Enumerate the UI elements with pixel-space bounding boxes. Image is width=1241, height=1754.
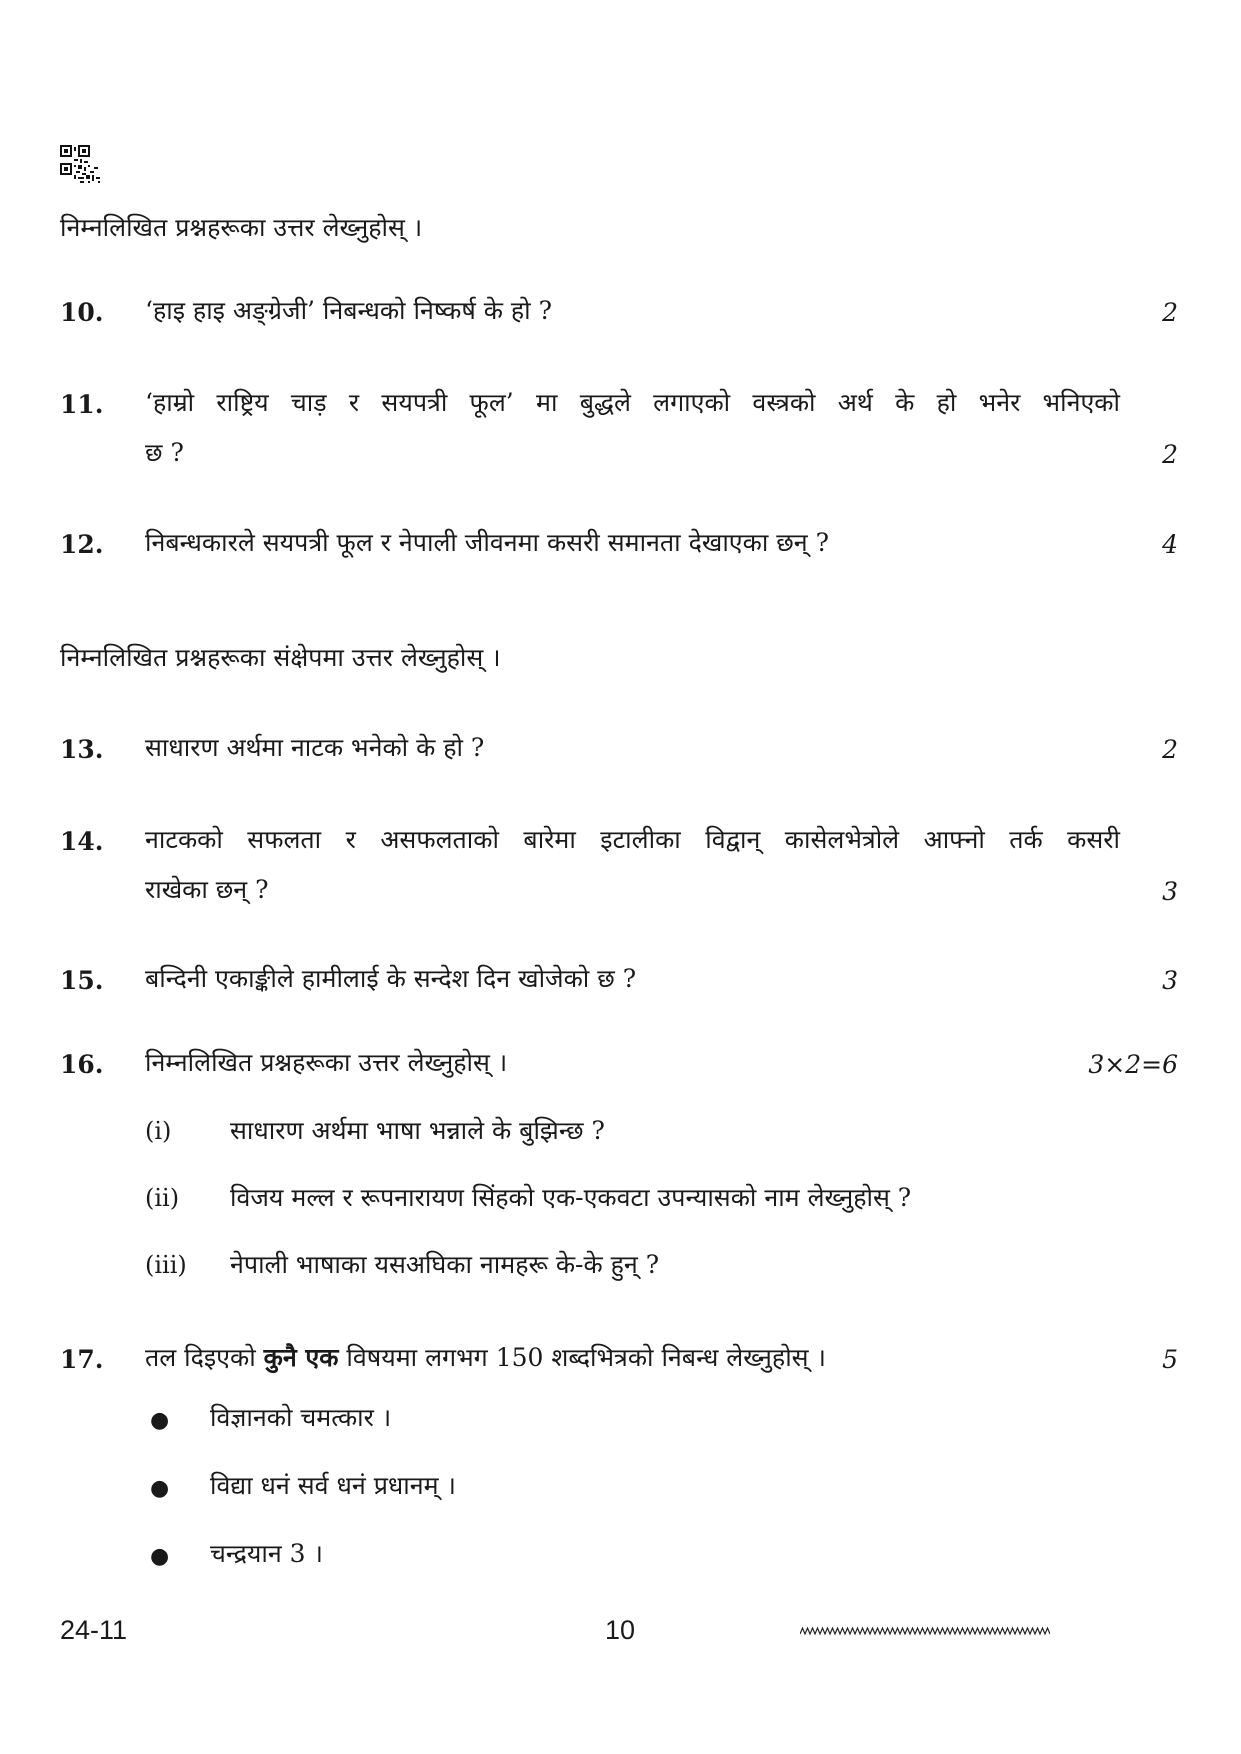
question-marks: 2 [1162, 298, 1178, 327]
question-marks: 5 [1162, 1345, 1178, 1374]
essay-topic: विद्या धनं सर्व धनं प्रधानम् । [210, 1471, 457, 1500]
page-number: 10 [605, 1615, 636, 1645]
question-text-line: नाटकको सफलता र असफलताको बारेमा इटालीका विद्वान् कासेलभेत्रोले आफ्नो तर्क कसरी [145, 825, 1120, 854]
subquestion-label: (iii) [145, 1251, 187, 1279]
subquestion-label: (ii) [145, 1184, 180, 1212]
question-number: 12. [60, 530, 104, 559]
question-number: 13. [60, 735, 104, 764]
question-marks: 4 [1162, 530, 1178, 559]
essay-topic: चन्द्रयान 3 । [210, 1539, 323, 1568]
question-marks: 2 [1162, 735, 1178, 764]
question-text-line: राखेका छन् ? [145, 875, 269, 904]
question-marks: 3 [1162, 877, 1178, 906]
essay-topic: विज्ञानको चमत्कार । [210, 1403, 392, 1432]
subquestion-text: नेपाली भाषाका यसअघिका नामहरू के-के हुन् ? [230, 1250, 660, 1279]
question-marks: 3 [1162, 966, 1178, 995]
question-text-emphasis: कुनै एक [263, 1343, 339, 1372]
subquestion-label: (i) [145, 1117, 172, 1145]
question-number: 10. [60, 298, 104, 327]
qr-code-icon [60, 145, 102, 185]
question-number: 16. [60, 1050, 104, 1079]
question-text: निबन्धकारले सयपत्री फूल र नेपाली जीवनमा कसरी समानता देखाएका छन् ? [145, 528, 829, 557]
question-text: निम्नलिखित प्रश्नहरूका उत्तर लेख्नुहोस् । [145, 1048, 508, 1077]
question-number: 17. [60, 1345, 104, 1374]
question-text [145, 378, 1120, 478]
question-text-part: तल दिइएको [145, 1343, 264, 1372]
section-instruction: निम्नलिखित प्रश्नहरूका उत्तर लेख्नुहोस् । [60, 213, 423, 242]
question-text-line: छ ? [145, 438, 184, 467]
question-text: बन्दिनी एकाङ्कीले हामीलाई के सन्देश दिन खोजेको छ ? [145, 964, 637, 993]
squiggle-line-icon [800, 1625, 1050, 1639]
subquestion-text: साधारण अर्थमा भाषा भन्नाले के बुझिन्छ ? [230, 1116, 605, 1145]
question-text: साधारण अर्थमा नाटक भनेको के हो ? [145, 733, 485, 762]
bullet-icon: ● [150, 1476, 170, 1501]
question-text [145, 815, 1120, 915]
question-text-part: विषयमा लगभग 150 शब्दभित्रको निबन्ध लेख्नुहोस् । [338, 1343, 827, 1372]
bullet-icon: ● [150, 1408, 170, 1433]
question-text: ‘हाइ हाइ अङ्ग्रेजी’ निबन्धको निष्कर्ष के हो ? [145, 296, 553, 325]
question-number: 15. [60, 966, 104, 995]
question-number: 14. [60, 827, 104, 856]
question-text-line: ‘हाम्रो राष्ट्रिय चाड़ र सयपत्री फूल’ मा बुद्धले लगाएको वस्त्रको अर्थ के हो भनेर भनिएको [145, 388, 1120, 417]
section-instruction: निम्नलिखित प्रश्नहरूका संक्षेपमा उत्तर लेख्नुहोस् । [60, 643, 501, 672]
question-text [145, 1333, 826, 1383]
question-number: 11. [60, 390, 104, 419]
subquestion-text: विजय मल्ल र रूपनारायण सिंहको एक-एकवटा उपन्यासको नाम लेख्नुहोस् ? [230, 1183, 912, 1212]
paper-code: 24-11 [60, 1615, 128, 1645]
bullet-icon: ● [150, 1544, 170, 1569]
question-marks: 3×2=6 [1088, 1050, 1178, 1079]
question-marks: 2 [1162, 440, 1178, 469]
